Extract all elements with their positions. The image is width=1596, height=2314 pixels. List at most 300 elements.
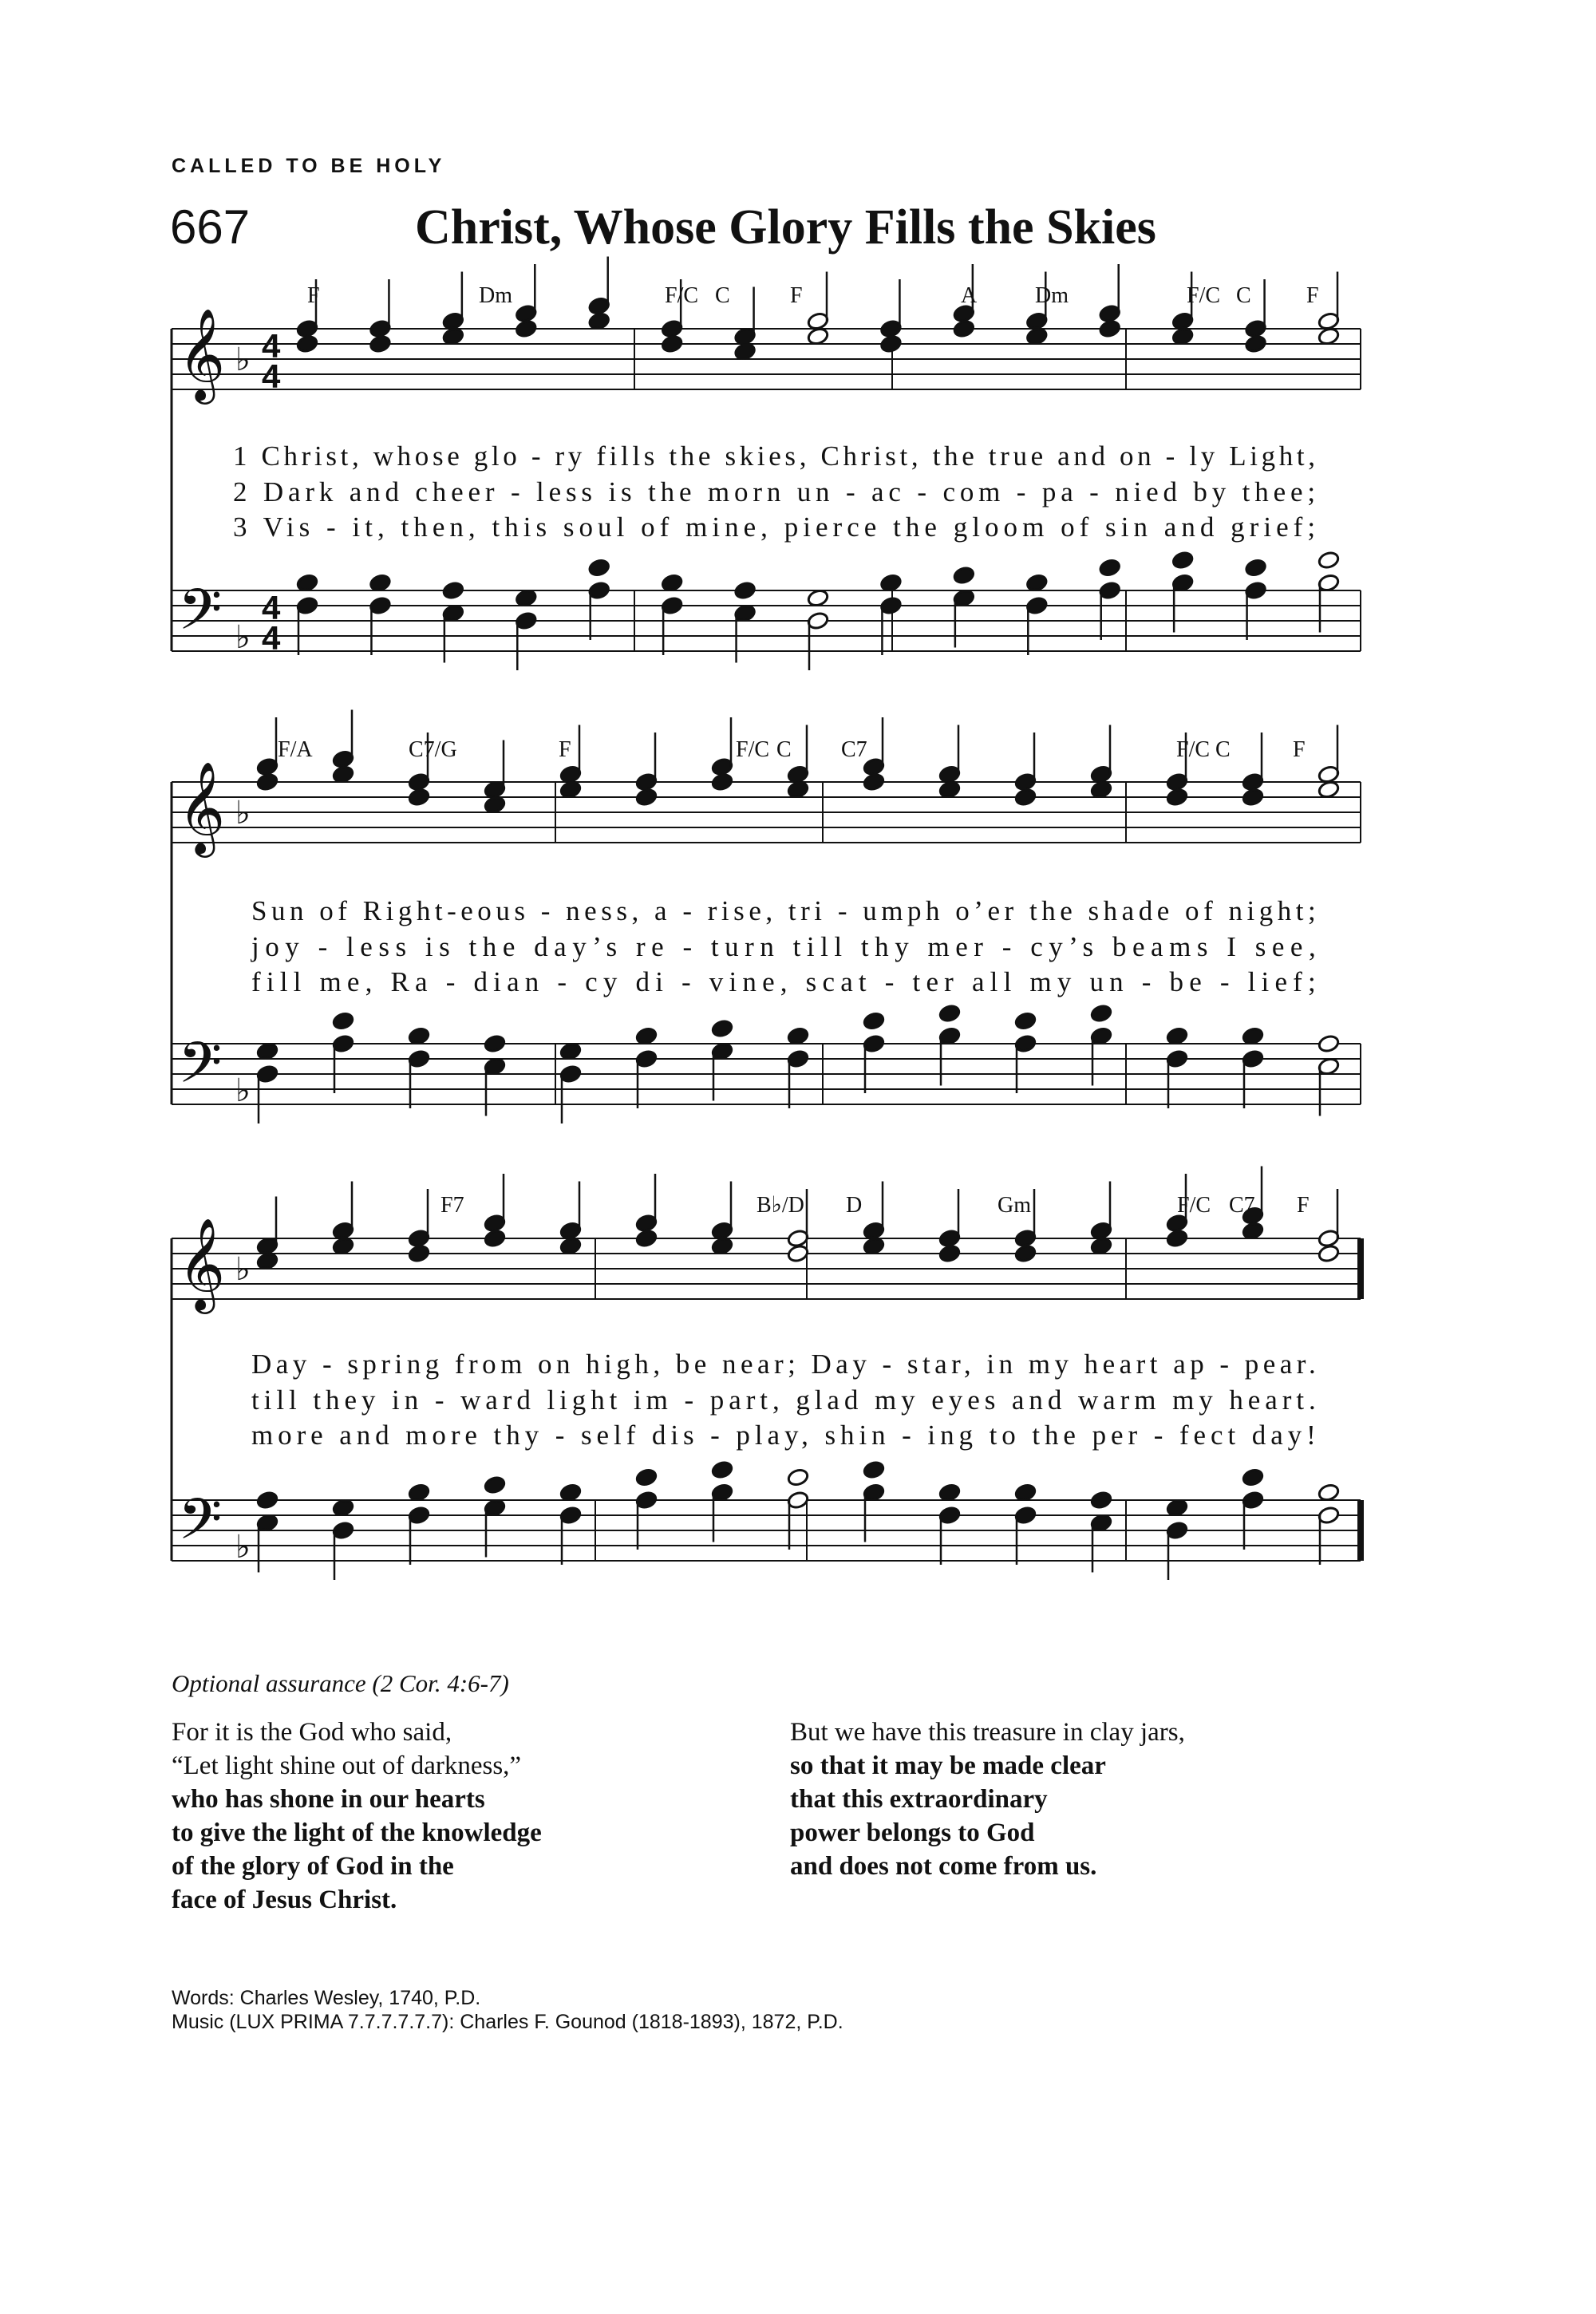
treble-note <box>1025 326 1048 346</box>
hyphen: - <box>871 966 895 997</box>
bass-note <box>1099 558 1121 577</box>
treble-note <box>296 334 318 353</box>
lyric-syllable: and <box>1000 1384 1062 1416</box>
flat-icon: ♭ <box>235 1072 251 1108</box>
treble-note <box>332 764 354 784</box>
lyric-syllable: grief; <box>1219 511 1316 543</box>
lyric-syllable: true <box>978 440 1044 472</box>
lyric-line <box>251 966 1316 997</box>
bass-clef-icon: 𝄢 <box>178 1487 223 1566</box>
bass-note <box>863 1460 885 1479</box>
bass-note <box>635 1467 658 1487</box>
chord-symbol: A <box>961 283 978 308</box>
lyric-syllable: of <box>1173 895 1213 926</box>
lyric-syllable: 1 <box>233 440 247 472</box>
bass-note <box>515 588 537 607</box>
lyric-syllable: me, <box>306 966 373 997</box>
treble-note <box>1317 1244 1340 1263</box>
lyric-syllable: Ra <box>377 966 428 997</box>
lyric-syllable: ap <box>1162 1349 1204 1380</box>
lyric-syllable: fect <box>1167 1420 1236 1451</box>
lyric-syllable: cheer <box>403 476 495 507</box>
lyric-syllable: ward <box>448 1384 531 1416</box>
lyric-syllable: fill <box>251 966 302 997</box>
bass-note <box>369 573 391 592</box>
lyric-syllable: ter <box>899 966 954 997</box>
treble-note <box>807 326 829 346</box>
lyric-syllable: be <box>664 1349 707 1380</box>
lyric-syllable: the <box>456 931 516 962</box>
assurance-title: Optional assurance (2 Cor. 4:6-7) <box>172 1669 509 1697</box>
treble-note <box>1242 788 1264 807</box>
hyphen: - <box>698 1420 720 1451</box>
hymn-title: Christ, Whose Glory Fills the Skies <box>415 200 1156 255</box>
lyric-line <box>251 1349 1316 1380</box>
hyphen: - <box>1128 966 1152 997</box>
chord-symbol: F/A <box>278 737 313 762</box>
treble-note <box>938 1244 961 1263</box>
lyric-syllable: in <box>975 1349 1013 1380</box>
lyric-syllable: thy <box>847 931 909 962</box>
assurance-line: to give the light of the knowledge <box>172 1818 542 1847</box>
lyric-syllable: this <box>480 511 547 543</box>
lyric-syllable: morn <box>696 476 781 507</box>
chord-symbol: B♭/D <box>757 1193 804 1218</box>
bass-note <box>408 1026 430 1045</box>
lyric-syllable: more <box>251 1420 323 1451</box>
lyric-syllable: and <box>338 476 400 507</box>
assurance-right-column <box>790 1716 1185 1883</box>
treble-note <box>1242 1221 1264 1240</box>
treble-note <box>256 772 279 792</box>
lyric-syllable: umph <box>851 895 940 926</box>
lyric-syllable: on <box>526 1349 571 1380</box>
chord-symbol: C7 <box>1229 1193 1255 1218</box>
hyphen: - <box>670 931 693 962</box>
chord-symbol: C <box>715 283 730 308</box>
time-signature-top: 4 <box>262 589 281 626</box>
lyric-syllable: com <box>930 476 1001 507</box>
lyric-syllable: ing <box>915 1420 974 1451</box>
assurance-line: But we have this treasure in clay jars, <box>790 1718 1185 1747</box>
lyric-syllable: Sun <box>251 895 304 926</box>
lyric-syllable: day! <box>1240 1420 1316 1451</box>
lyric-syllable: the <box>1020 1420 1076 1451</box>
chord-symbol: Dm <box>479 283 512 308</box>
treble-note <box>863 772 885 792</box>
bass-note <box>711 1019 733 1038</box>
bass-note <box>863 1011 885 1030</box>
lyric-syllable: whose <box>362 440 460 472</box>
bass-note <box>559 1041 582 1060</box>
bass-note <box>559 1483 582 1502</box>
chord-symbol: F <box>1306 283 1319 308</box>
lyric-syllable: the <box>658 440 711 472</box>
treble-note <box>369 334 391 353</box>
chord-symbol: F7 <box>440 1193 464 1218</box>
bass-note <box>787 1026 809 1045</box>
lyric-syllable: un <box>1077 966 1124 997</box>
lyric-syllable: glo <box>463 440 517 472</box>
lyric-syllable: soul <box>551 511 625 543</box>
lyric-syllable: lief; <box>1235 966 1316 997</box>
lyric-syllable: mine, <box>674 511 768 543</box>
chord-symbol: F/C <box>665 283 699 308</box>
lyric-syllable: pa <box>1030 476 1073 507</box>
bass-clef-icon: 𝄢 <box>178 1030 223 1110</box>
lyric-syllable: of <box>1049 511 1089 543</box>
flat-icon: ♭ <box>235 1251 251 1287</box>
lyric-syllable: and <box>327 1420 389 1451</box>
hyphen: - <box>544 966 567 997</box>
chord-symbol: F/C <box>1187 283 1221 308</box>
assurance-left-column <box>172 1716 542 1917</box>
lyric-syllable: in <box>380 1384 419 1416</box>
lyric-syllable: is <box>412 931 450 962</box>
lyric-syllable: warm <box>1066 1384 1156 1416</box>
flat-icon: ♭ <box>235 1529 251 1565</box>
lyric-syllable: heart <box>1073 1349 1158 1380</box>
lyric-line <box>233 511 1315 543</box>
lyric-syllable: is <box>596 476 632 507</box>
hyphen: - <box>826 895 847 926</box>
lyric-syllable: on <box>1108 440 1152 472</box>
lyric-syllable: to <box>977 1420 1016 1451</box>
treble-note <box>1166 788 1188 807</box>
bass-note <box>879 573 902 592</box>
chord-symbol: F <box>1293 737 1306 762</box>
lyric-syllable: shade <box>1077 895 1170 926</box>
assurance-line: For it is the God who said, <box>172 1718 452 1747</box>
bass-note <box>938 1483 961 1502</box>
hyphen: - <box>310 1349 332 1380</box>
hymn-number: 667 <box>170 200 251 254</box>
lyric-syllable: pear. <box>1233 1349 1316 1380</box>
lyric-syllable: all <box>959 966 1012 997</box>
lyric-syllable: night; <box>1217 895 1316 926</box>
bass-note <box>1242 1026 1264 1045</box>
hyphen: - <box>672 1384 694 1416</box>
lyric-syllable: star, <box>895 1349 971 1380</box>
lyric-syllable: nied <box>1103 476 1178 507</box>
lyric-syllable: heart. <box>1217 1384 1316 1416</box>
treble-note <box>515 319 537 338</box>
hyphen: - <box>1155 440 1175 472</box>
treble-note <box>1014 1244 1037 1263</box>
bass-note <box>1244 558 1266 577</box>
treble-note <box>711 772 733 792</box>
treble-note <box>635 788 658 807</box>
hyphen: - <box>1207 966 1230 997</box>
lyric-syllable: 3 <box>233 511 247 543</box>
bass-note <box>1317 1034 1340 1053</box>
treble-note <box>711 1236 733 1255</box>
treble-note <box>1099 319 1121 338</box>
lyric-syllable: turn <box>697 931 774 962</box>
lyric-syllable: ly <box>1178 440 1215 472</box>
bass-note <box>442 581 464 600</box>
lyric-syllable: dis <box>640 1420 694 1451</box>
bass-note <box>953 566 975 585</box>
treble-note <box>442 326 464 346</box>
lyric-syllable: ac <box>859 476 901 507</box>
time-signature-bottom: 4 <box>262 619 281 657</box>
treble-note <box>1090 780 1112 799</box>
bass-note <box>661 573 683 592</box>
chord-symbol: F <box>307 283 320 308</box>
treble-clef-icon: 𝄞 <box>178 760 226 854</box>
lyric-syllable: Christ, <box>810 440 918 472</box>
treble-note <box>938 780 961 799</box>
lyric-syllable: of <box>629 511 670 543</box>
lyric-line <box>250 931 1316 962</box>
treble-note <box>1171 326 1194 346</box>
hyphen: - <box>890 1420 911 1451</box>
treble-note <box>879 334 902 353</box>
treble-note <box>559 780 582 799</box>
flat-icon: ♭ <box>235 619 251 655</box>
lyric-syllable: a <box>642 895 667 926</box>
lyric-syllable: mer <box>915 931 983 962</box>
hyphen: - <box>305 931 328 962</box>
lyric-syllable: till <box>780 931 843 962</box>
lyric-syllable: the <box>922 440 974 472</box>
treble-note <box>588 311 610 330</box>
lyric-syllable: then, <box>389 511 476 543</box>
chord-symbol: C <box>776 737 792 762</box>
bass-note <box>711 1460 733 1479</box>
lyric-syllable: scat <box>792 966 867 997</box>
bass-note <box>256 1041 279 1060</box>
lyric-syllable: ness, <box>554 895 639 926</box>
bass-note <box>332 1498 354 1517</box>
lyric-syllable: un <box>785 476 830 507</box>
treble-note <box>787 780 809 799</box>
lyric-syllable: play, <box>724 1420 808 1451</box>
lyric-syllable: ry <box>544 440 583 472</box>
treble-note <box>408 1244 430 1263</box>
assurance-line: that this extraordinary <box>790 1785 1048 1814</box>
treble-note <box>484 1229 506 1248</box>
bass-note <box>484 1034 506 1053</box>
bass-note <box>1014 1011 1037 1030</box>
lyric-syllable: im <box>622 1384 668 1416</box>
lyric-syllable: sin <box>1093 511 1148 543</box>
assurance-line: power belongs to God <box>790 1818 1035 1847</box>
lyric-syllable: spring <box>336 1349 440 1380</box>
lyric-syllable: thy <box>481 1420 539 1451</box>
hyphen: - <box>1208 1349 1230 1380</box>
hyphen: - <box>529 895 551 926</box>
lyric-syllable: 2 <box>233 476 247 507</box>
lyric-syllable: the <box>1017 895 1073 926</box>
bass-note <box>1166 1498 1188 1517</box>
lyric-syllable: joy <box>251 931 299 962</box>
lyric-syllable: be <box>1156 966 1202 997</box>
lyric-syllable: Right-eous <box>351 895 525 926</box>
assurance-line: so that it may be made clear <box>790 1751 1106 1780</box>
lyric-syllable: Vis <box>251 511 310 543</box>
chord-symbol: C7/G <box>409 737 457 762</box>
bass-note <box>1242 1467 1264 1487</box>
lyric-line <box>251 1420 1316 1451</box>
treble-note <box>408 788 430 807</box>
chord-symbol: C <box>1215 737 1231 762</box>
lyric-syllable: less <box>524 476 593 507</box>
lyric-syllable: eyes <box>919 1384 996 1416</box>
hyphen: - <box>671 895 692 926</box>
hyphen: - <box>871 1349 892 1380</box>
lyric-syllable: self <box>569 1420 636 1451</box>
hyphen: - <box>1077 476 1099 507</box>
lyric-syllable: and <box>1046 440 1105 472</box>
bass-note <box>1014 1483 1037 1502</box>
hyphen: - <box>989 931 1012 962</box>
lyric-syllable: fills <box>585 440 655 472</box>
bass-note <box>256 1491 279 1510</box>
treble-note <box>256 1251 279 1270</box>
lyric-syllable: till <box>251 1384 297 1416</box>
treble-note <box>1166 1229 1188 1248</box>
lyric-syllable: day’s <box>520 931 618 962</box>
treble-note <box>1244 334 1266 353</box>
lyric-syllable: near; <box>710 1349 796 1380</box>
bass-note <box>1317 551 1340 570</box>
lyric-syllable: the <box>881 511 937 543</box>
treble-note <box>332 1236 354 1255</box>
chord-symbol: F/C <box>1177 1193 1211 1218</box>
treble-note <box>1014 788 1037 807</box>
lyric-syllable: pierce <box>772 511 877 543</box>
treble-note <box>1090 1236 1112 1255</box>
lyric-syllable: re <box>622 931 664 962</box>
lyric-line <box>233 440 1315 472</box>
bass-note <box>938 1004 961 1023</box>
lyric-syllable: rise, <box>696 895 773 926</box>
assurance-line: of the glory of God in the <box>172 1852 454 1881</box>
bass-note <box>408 1483 430 1502</box>
bass-note <box>1090 1491 1112 1510</box>
treble-note <box>953 319 975 338</box>
lyric-syllable: they <box>301 1384 376 1416</box>
chord-symbol: C <box>1236 283 1251 308</box>
lyric-syllable: dian <box>460 966 539 997</box>
lyric-syllable: per <box>1080 1420 1138 1451</box>
hyphen: - <box>543 1420 565 1451</box>
lyric-syllable: by <box>1181 476 1227 507</box>
lyric-syllable: part, <box>698 1384 780 1416</box>
treble-note <box>661 334 683 353</box>
lyric-syllable: beams <box>1099 931 1208 962</box>
lyric-line <box>251 895 1316 926</box>
treble-note <box>863 1236 885 1255</box>
lyric-syllable: see, <box>1242 931 1316 962</box>
chord-symbol: F/C <box>1176 737 1211 762</box>
lyric-syllable: Light, <box>1218 440 1316 472</box>
lyric-syllable: light <box>535 1384 618 1416</box>
lyric-syllable: I <box>1214 931 1236 962</box>
hyphen: - <box>499 476 520 507</box>
lyric-syllable: skies, <box>714 440 807 472</box>
treble-clef-icon: 𝄞 <box>178 307 226 401</box>
music-credit: Music (LUX PRIMA 7.7.7.7.7.7): Charles F. Gounod (1818-1893), 1872, P.D. <box>172 2011 843 2033</box>
lyric-syllable: vine, <box>696 966 788 997</box>
bass-note <box>1025 573 1048 592</box>
hyphen: - <box>433 966 456 997</box>
treble-note <box>1317 780 1340 799</box>
words-credit: Words: Charles Wesley, 1740, P.D. <box>172 1987 481 2009</box>
chord-symbol: F <box>559 737 571 762</box>
lyric-syllable: high, <box>574 1349 661 1380</box>
treble-note <box>559 1236 582 1255</box>
lyric-syllable: my <box>1160 1384 1213 1416</box>
bass-note <box>733 581 756 600</box>
lyric-syllable: the <box>636 476 692 507</box>
hyphen: - <box>669 966 691 997</box>
lyric-syllable: less <box>333 931 407 962</box>
chord-symbol: D <box>846 1193 863 1218</box>
bass-clef-icon: 𝄢 <box>178 577 223 657</box>
lyric-syllable: more <box>393 1420 477 1451</box>
hyphen: - <box>1142 1420 1163 1451</box>
lyric-syllable: Christ, <box>251 440 359 472</box>
flat-icon: ♭ <box>235 342 251 377</box>
lyric-syllable: cy <box>572 966 618 997</box>
chord-symbol: Dm <box>1035 283 1069 308</box>
lyric-syllable: it, <box>340 511 385 543</box>
bass-note <box>588 558 610 577</box>
bass-note <box>1166 1026 1188 1045</box>
bass-note <box>332 1011 354 1030</box>
assurance-line: who has shone in our hearts <box>172 1785 485 1814</box>
lyric-syllable: of <box>308 895 347 926</box>
chord-symbol: F <box>790 283 803 308</box>
lyric-syllable: o’er <box>944 895 1014 926</box>
bass-note <box>1171 551 1194 570</box>
lyric-syllable: Day <box>800 1349 867 1380</box>
chord-symbol: F/C <box>736 737 770 762</box>
lyric-syllable: di <box>622 966 663 997</box>
lyric-syllable: Dark <box>251 476 334 507</box>
treble-note <box>733 342 756 361</box>
lyric-syllable: my <box>1017 966 1072 997</box>
lyric-syllable: cy’s <box>1017 931 1094 962</box>
treble-note <box>484 795 506 814</box>
lyric-syllable: my <box>863 1384 915 1416</box>
lyric-syllable: Day <box>251 1349 307 1380</box>
hyphen: - <box>1005 476 1026 507</box>
bass-note <box>296 573 318 592</box>
chord-symbol: C7 <box>841 737 867 762</box>
lyric-line <box>251 1384 1316 1416</box>
lyric-syllable: tri <box>776 895 823 926</box>
treble-note <box>1317 326 1340 346</box>
chord-symbol: F <box>1297 1193 1310 1218</box>
time-signature-top: 4 <box>262 327 281 365</box>
treble-clef-icon: 𝄞 <box>178 1217 226 1310</box>
lyric-syllable: thee; <box>1231 476 1316 507</box>
lyric-syllable: from <box>443 1349 523 1380</box>
assurance-line: and does not come from us. <box>790 1852 1097 1881</box>
bass-note <box>635 1026 658 1045</box>
lyric-syllable: and <box>1152 511 1215 543</box>
lyric-line <box>233 476 1315 507</box>
assurance-line: face of Jesus Christ. <box>172 1886 397 1914</box>
bass-note <box>807 588 829 607</box>
hyphen: - <box>834 476 855 507</box>
bass-note <box>787 1467 809 1487</box>
assurance-line: “Let light shine out of darkness,” <box>172 1751 522 1780</box>
